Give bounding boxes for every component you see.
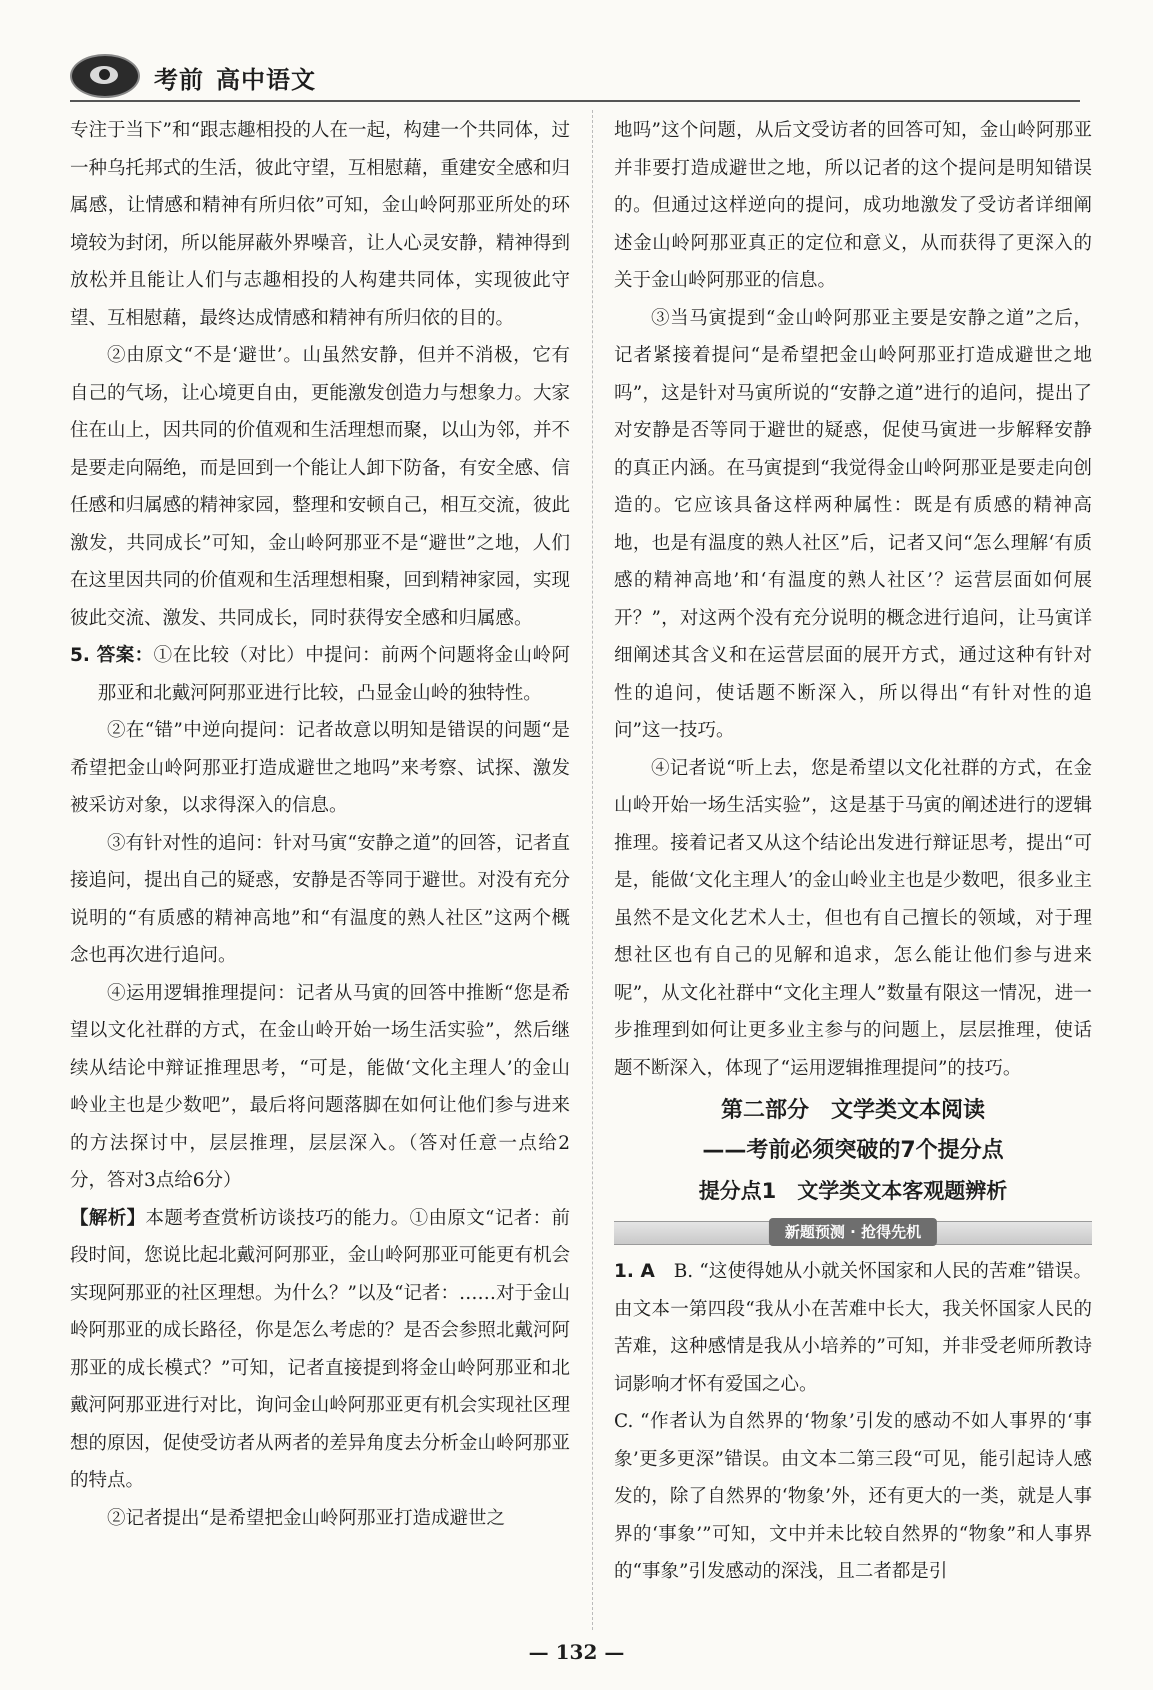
answer-label: 5. 答案：: [70, 645, 154, 666]
header-badge: 考前: [154, 66, 204, 94]
page-number: — 132 —: [528, 1640, 625, 1664]
answer-text: ①在比较（对比）中提问：前两个问题将金山岭阿那亚和北戴河阿那亚进行比较，凸显金山岭的独特性。: [97, 645, 570, 704]
point-title: 提分点1 文学类文本客观题辨析: [698, 1179, 1008, 1203]
answer-paragraph: [614, 1253, 1092, 1403]
paragraph: 专注于当下”和“跟志趣相投的人在一起，构建一个共同体，过一种乌托邦式的生活，彼此守望，互相慰藉，重建安全感和归属感，让情感和精神有所归依”可知，金山岭阿那亚所处的环境较为封闭，所以能屏蔽外界噪音，让人心灵安静，精神得到放松并且能让人们与志趣相投的人构建共同体，实现彼此守望、互相慰藉，最终达成情感和精神有所归依的目的。: [70, 120, 570, 329]
answer-paragraph: [70, 637, 570, 712]
header-subject: 高中语文: [216, 66, 316, 94]
analysis-text: 本题考查赏析访谈技巧的能力。①由原文“记者：前段时间，您说比起北戴河阿那亚，金山岭阿那亚可能更有机会实现阿那亚的社区理想。为什么？”以及“记者：……对于金山岭阿那亚的成长路径，你是怎么考虑的？是否会参照北戴河阿那亚的成长模式？”可知，记者直接提到将金山岭阿那亚和北戴河阿那亚进行对比，询问金山岭阿那亚更有机会实现社区理想的原因，促使受访者从两者的差异角度去分析金山岭阿那亚的特点。: [70, 1207, 570, 1491]
header-title: [154, 60, 316, 95]
left-column: [70, 112, 570, 1537]
part-title: 第二部分 文学类文本阅读: [720, 1098, 985, 1123]
page-header: [70, 52, 1080, 100]
right-column: [614, 112, 1092, 1591]
answer-text: B. “这使得她从小就关怀国家和人民的苦难”错误。由文本一第四段“我从小在苦难中长大，我关怀国家人民的苦难，这种感情是我从小培养的”可知，并非受老师所教诗词影响才怀有爱国之心。: [614, 1261, 1092, 1395]
analysis-label: 【解析】: [70, 1207, 146, 1229]
paragraph: 地吗”这个问题，从后文受访者的回答可知，金山岭阿那亚并非要打造成避世之地，所以记者的这个提问是明知错误的。但通过这样逆向的提问，成功地激发了受访者详细阐述金山岭阿那亚真正的定位和意义，从而获得了更深入的关于金山岭阿那亚的信息。: [614, 120, 1092, 291]
paragraph: ③当马寅提到“金山岭阿那亚主要是安静之道”之后，记者紧接着提问“是希望把金山岭阿那亚打造成避世之地吗”，这是针对马寅所说的“安静之道”进行的追问，提出了对安静是否等同于避世的疑惑，促使马寅进一步解释安静的真正内涵。在马寅提到“我觉得金山岭阿那亚是要走向创造的。它应该具备这样两种属性：既是有质感的精神高地，也是有温度的熟人社区”后，记者又问“怎么理解‘有质感的精神高地’和‘有温度的熟人社区’？运营层面如何展开？”，对这两个没有充分说明的概念进行追问，让马寅详细阐述其含义和在运营层面的展开方式，通过这种有针对性的追问，使话题不断深入，所以得出“有针对性的追问”这一技巧。: [614, 307, 1092, 741]
paragraph: ②由原文“不是‘避世’。山虽然安静，但并不消极，它有自己的气场，让心境更自由，更能激发创造力与想象力。大家住在山上，因共同的价值观和生活理想而聚，以山为邻，并不是要走向隔绝，而是回到一个能让人卸下防备，有安全感、信任感和归属感的精神家园，整理和安顿自己，相互交流，彼此激发，共同成长”可知，金山岭阿那亚不是“避世”之地，人们在这里因共同的价值观和生活理想相聚，回到精神家园，实现彼此交流、激发、共同成长，同时获得安全感和归属感。: [70, 345, 570, 629]
paragraph: ②记者提出“是希望把金山岭阿那亚打造成避世之: [107, 1507, 505, 1529]
paragraph: C. “作者认为自然界的‘物象’引发的感动不如人事界的‘事象’更多更深”错误。由文本二第三段“可见，能引起诗人感发的，除了自然界的‘物象’外，还有更大的一类，就是人事界的‘事象’”可知，文中并未比较自然界的“物象”和人事界的“事象”引发感动的深浅，且二者都是引: [614, 1411, 1092, 1582]
banner-label: 新题预测 · 抢得先机: [769, 1218, 937, 1246]
analysis-paragraph: [70, 1200, 570, 1500]
section-banner: [614, 1221, 1092, 1245]
publisher-logo: [70, 54, 140, 98]
paragraph: ④记者说“听上去，您是希望以文化社群的方式，在金山岭开始一场生活实验”，这是基于马寅的阐述进行的逻辑推理。接着记者又从这个结论出发进行辩证思考，提出“可是，能做‘文化主理人’的金山岭业主也是少数吧，很多业主虽然不是文化艺术人士，但也有自己擅长的领域，对于理想社区也有自己的见解和追求，怎么能让他们参与进来呢”，从文化社群中“文化主理人”数量有限这一情况，进一步推理到如何让更多业主参与的问题上，层层推理，使话题不断深入，体现了“运用逻辑推理提问”的技巧。: [614, 757, 1092, 1079]
paragraph: ④运用逻辑推理提问：记者从马寅的回答中推断“您是希望以文化社群的方式，在金山岭开始一场生活实验”，然后继续从结论中辩证推理思考，“可是，能做‘文化主理人’的金山岭业主也是少数吧”，最后将问题落脚在如何让他们参与进来的方法探讨中，层层推理，层层深入。（答对任意一点给2分，答对3点给6分）: [70, 982, 570, 1191]
header-rule: [70, 100, 1080, 102]
answer-label: 1. A: [614, 1261, 655, 1282]
paragraph: ②在“错”中逆向提问：记者故意以明知是错误的问题“是希望把金山岭阿那亚打造成避世之地吗”来考察、试探、激发被采访对象，以求得深入的信息。: [70, 720, 570, 816]
part-subtitle: ——考前必须突破的7个提分点: [702, 1138, 1004, 1163]
column-divider: [592, 110, 593, 1630]
paragraph: ③有针对性的追问：针对马寅“安静之道”的回答，记者直接追问，提出自己的疑惑，安静是否等同于避世。对没有充分说明的“有质感的精神高地”和“有温度的熟人社区”这两个概念也再次进行追问。: [70, 832, 570, 966]
